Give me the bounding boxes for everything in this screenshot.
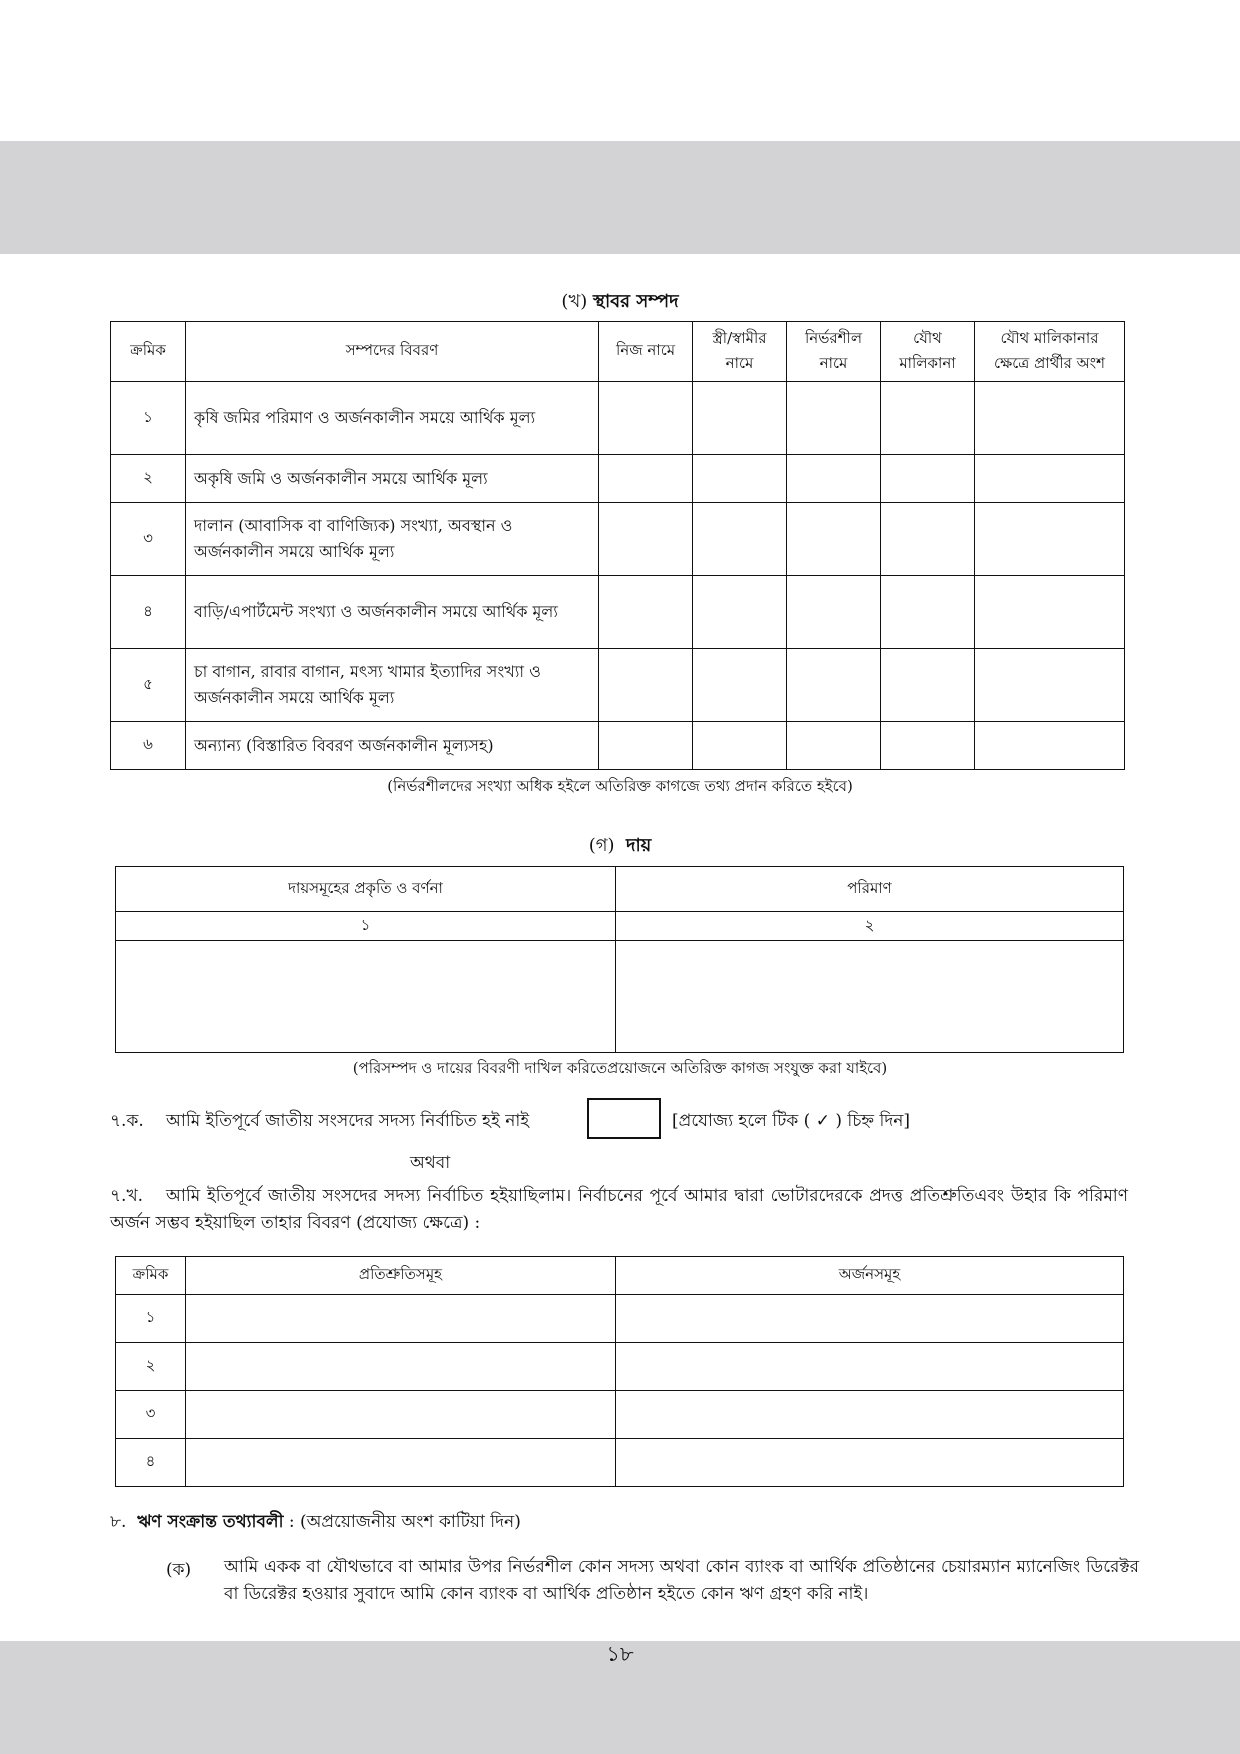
cell-liability-amount[interactable] (616, 941, 1124, 1053)
cell-share[interactable] (975, 576, 1125, 649)
row-serial: ২ (111, 455, 186, 503)
immovable-assets-table (110, 321, 1125, 770)
cell-joint[interactable] (881, 503, 975, 576)
promises-table (115, 1256, 1124, 1487)
header-own-name: নিজ নামে (599, 322, 693, 382)
cell-own[interactable] (599, 576, 693, 649)
table-row (111, 503, 1125, 576)
section-ga-note: (পরিসম্পদ ও দায়ের বিবরণী দাখিল করিতেপ্রয়োজনে অতিরিক্ত কাগজ সংযুক্ত করা যাইবে) (352, 1059, 888, 1077)
cell-share[interactable] (975, 503, 1125, 576)
column-number-row (116, 912, 1124, 941)
table-row (111, 455, 1125, 503)
item-8-heading (110, 1509, 521, 1537)
cell-achievement[interactable] (616, 1295, 1124, 1343)
page-number: ১৮ (606, 1642, 634, 1666)
row-serial: ১ (111, 382, 186, 455)
cell-dependent[interactable] (787, 576, 881, 649)
cell-spouse[interactable] (693, 503, 787, 576)
cell-promise[interactable] (186, 1391, 616, 1439)
cell-achievement[interactable] (616, 1343, 1124, 1391)
table-header-row (111, 322, 1125, 382)
header-band (0, 141, 1240, 254)
table-header-row (116, 867, 1124, 912)
cell-dependent[interactable] (787, 503, 881, 576)
header-serial: ক্রমিক (111, 322, 186, 382)
table-row (111, 722, 1125, 770)
header-amount: পরিমাণ (616, 867, 1124, 912)
item-8-sub-label: (ক) (166, 1560, 192, 1580)
row-description: দালান (আবাসিক বা বাণিজ্যিক) সংখ্যা, অবস্থান ও অর্জনকালীন সময়ে আর্থিক মূল্য (186, 503, 599, 576)
header-candidate-share: যৌথ মালিকানার ক্ষেত্রে প্রার্থীর অংশ (975, 322, 1125, 382)
cell-share[interactable] (975, 455, 1125, 503)
cell-promise[interactable] (186, 1295, 616, 1343)
item-7ka-label: ৭.ক. (110, 1111, 144, 1131)
section-kha-title: (খ) স্থাবর সম্পদ (561, 291, 679, 312)
cell-joint[interactable] (881, 382, 975, 455)
item-7ka-instruction: [প্রযোজ্য হলে টিক ( ✓ ) চিহ্ন দিন] (672, 1111, 911, 1131)
row-serial: ৩ (116, 1391, 186, 1439)
cell-dependent[interactable] (787, 649, 881, 722)
cell-own[interactable] (599, 503, 693, 576)
cell-dependent[interactable] (787, 382, 881, 455)
row-description: বাড়ি/এপার্টমেন্ট সংখ্যা ও অর্জনকালীন সময়ে আর্থিক মূল্য (186, 576, 599, 649)
header-spouse-name: স্ত্রী/স্বামীর নামে (693, 322, 787, 382)
header-achievements: অর্জনসমূহ (616, 1257, 1124, 1295)
table-row (116, 1343, 1124, 1391)
item-7kha-label: ৭.খ. (110, 1186, 144, 1206)
cell-promise[interactable] (186, 1343, 616, 1391)
cell-spouse[interactable] (693, 382, 787, 455)
section-ga-title: (গ) দায় (588, 835, 652, 856)
cell-achievement[interactable] (616, 1439, 1124, 1487)
tick-checkbox[interactable] (587, 1098, 661, 1139)
row-serial: ৪ (111, 576, 186, 649)
table-row (116, 941, 1124, 1053)
cell-achievement[interactable] (616, 1391, 1124, 1439)
cell-liability-description[interactable] (116, 941, 616, 1053)
cell-share[interactable] (975, 649, 1125, 722)
cell-dependent[interactable] (787, 722, 881, 770)
cell-spouse[interactable] (693, 722, 787, 770)
or-text: অথবা (410, 1153, 451, 1173)
table-row (111, 382, 1125, 455)
column-number: ২ (616, 912, 1124, 941)
row-serial: ৪ (116, 1439, 186, 1487)
cell-promise[interactable] (186, 1439, 616, 1487)
cell-dependent[interactable] (787, 455, 881, 503)
item-8-subtitle: : (অপ্রয়োজনীয় অংশ কাটিয়া দিন) (288, 1512, 521, 1532)
row-description: অন্যান্য (বিস্তারিত বিবরণ অর্জনকালীন মূল্যসহ) (186, 722, 599, 770)
cell-joint[interactable] (881, 722, 975, 770)
cell-share[interactable] (975, 722, 1125, 770)
header-description: সম্পদের বিবরণ (186, 322, 599, 382)
row-description: চা বাগান, রাবার বাগান, মৎস্য খামার ইত্যাদির সংখ্যা ও অর্জনকালীন সময়ে আর্থিক মূল্য (186, 649, 599, 722)
cell-own[interactable] (599, 722, 693, 770)
row-description: অকৃষি জমি ও অর্জনকালীন সময়ে আর্থিক মূল্য (186, 455, 599, 503)
cell-spouse[interactable] (693, 576, 787, 649)
cell-joint[interactable] (881, 576, 975, 649)
header-promises: প্রতিশ্রুতিসমূহ (186, 1257, 616, 1295)
row-serial: ১ (116, 1295, 186, 1343)
header-serial: ক্রমিক (116, 1257, 186, 1295)
row-serial: ২ (116, 1343, 186, 1391)
cell-spouse[interactable] (693, 649, 787, 722)
table-header-row (116, 1257, 1124, 1295)
item-7kha-text: আমি ইতিপূর্বে জাতীয় সংসদের সদস্য নির্বাচিত হইয়াছিলাম। নির্বাচনের পূর্বে আমার দ্বারা ভোটারদেরকে প্রদত্ত প্রতিশ্রুতিএবং উহার কি পরিমাণ অর্জন সম্ভব হইয়াছিল তাহার বিবরণ (প্রযোজ্য ক্ষেত্রে) : (110, 1186, 1128, 1233)
column-number: ১ (116, 912, 616, 941)
item-7ka-text: আমি ইতিপূর্বে জাতীয় সংসদের সদস্য নির্বাচিত হই নাই (166, 1111, 530, 1131)
table-row (111, 649, 1125, 722)
liabilities-table (115, 866, 1124, 1053)
cell-spouse[interactable] (693, 455, 787, 503)
item-8-sub-text: আমি একক বা যৌথভাবে বা আমার উপর নির্ভরশীল কোন সদস্য অথবা কোন ব্যাংক বা আর্থিক প্রতিষ্ঠানের চেয়ারম্যান ম্যানেজিং ডিরেক্টর বা ডিরেক্টর হওয়ার সুবাদে আমি কোন ব্যাংক বা আর্থিক প্রতিষ্ঠান হইতে কোন ঋণ গ্রহণ করি নাই। (224, 1557, 1139, 1604)
item-8-label: ৮. (110, 1512, 127, 1532)
section-kha-note: (নির্ভরশীলদের সংখ্যা অধিক হইলে অতিরিক্ত কাগজে তথ্য প্রদান করিতে হইবে) (387, 777, 853, 795)
header-liability-nature: দায়সমূহের প্রকৃতি ও বর্ণনা (116, 867, 616, 912)
table-row (111, 576, 1125, 649)
cell-own[interactable] (599, 649, 693, 722)
cell-own[interactable] (599, 455, 693, 503)
table-row (116, 1295, 1124, 1343)
row-serial: ৬ (111, 722, 186, 770)
row-serial: ৫ (111, 649, 186, 722)
cell-joint[interactable] (881, 455, 975, 503)
header-joint-ownership: যৌথ মালিকানা (881, 322, 975, 382)
table-row (116, 1391, 1124, 1439)
item-8-title: ঋণ সংক্রান্ত তথ্যাবলী (137, 1512, 284, 1532)
header-dependent-name: নির্ভরশীল নামে (787, 322, 881, 382)
row-serial: ৩ (111, 503, 186, 576)
table-row (116, 1439, 1124, 1487)
cell-share[interactable] (975, 382, 1125, 455)
cell-joint[interactable] (881, 649, 975, 722)
cell-own[interactable] (599, 382, 693, 455)
row-description: কৃষি জমির পরিমাণ ও অর্জনকালীন সময়ে আর্থিক মূল্য (186, 382, 599, 455)
